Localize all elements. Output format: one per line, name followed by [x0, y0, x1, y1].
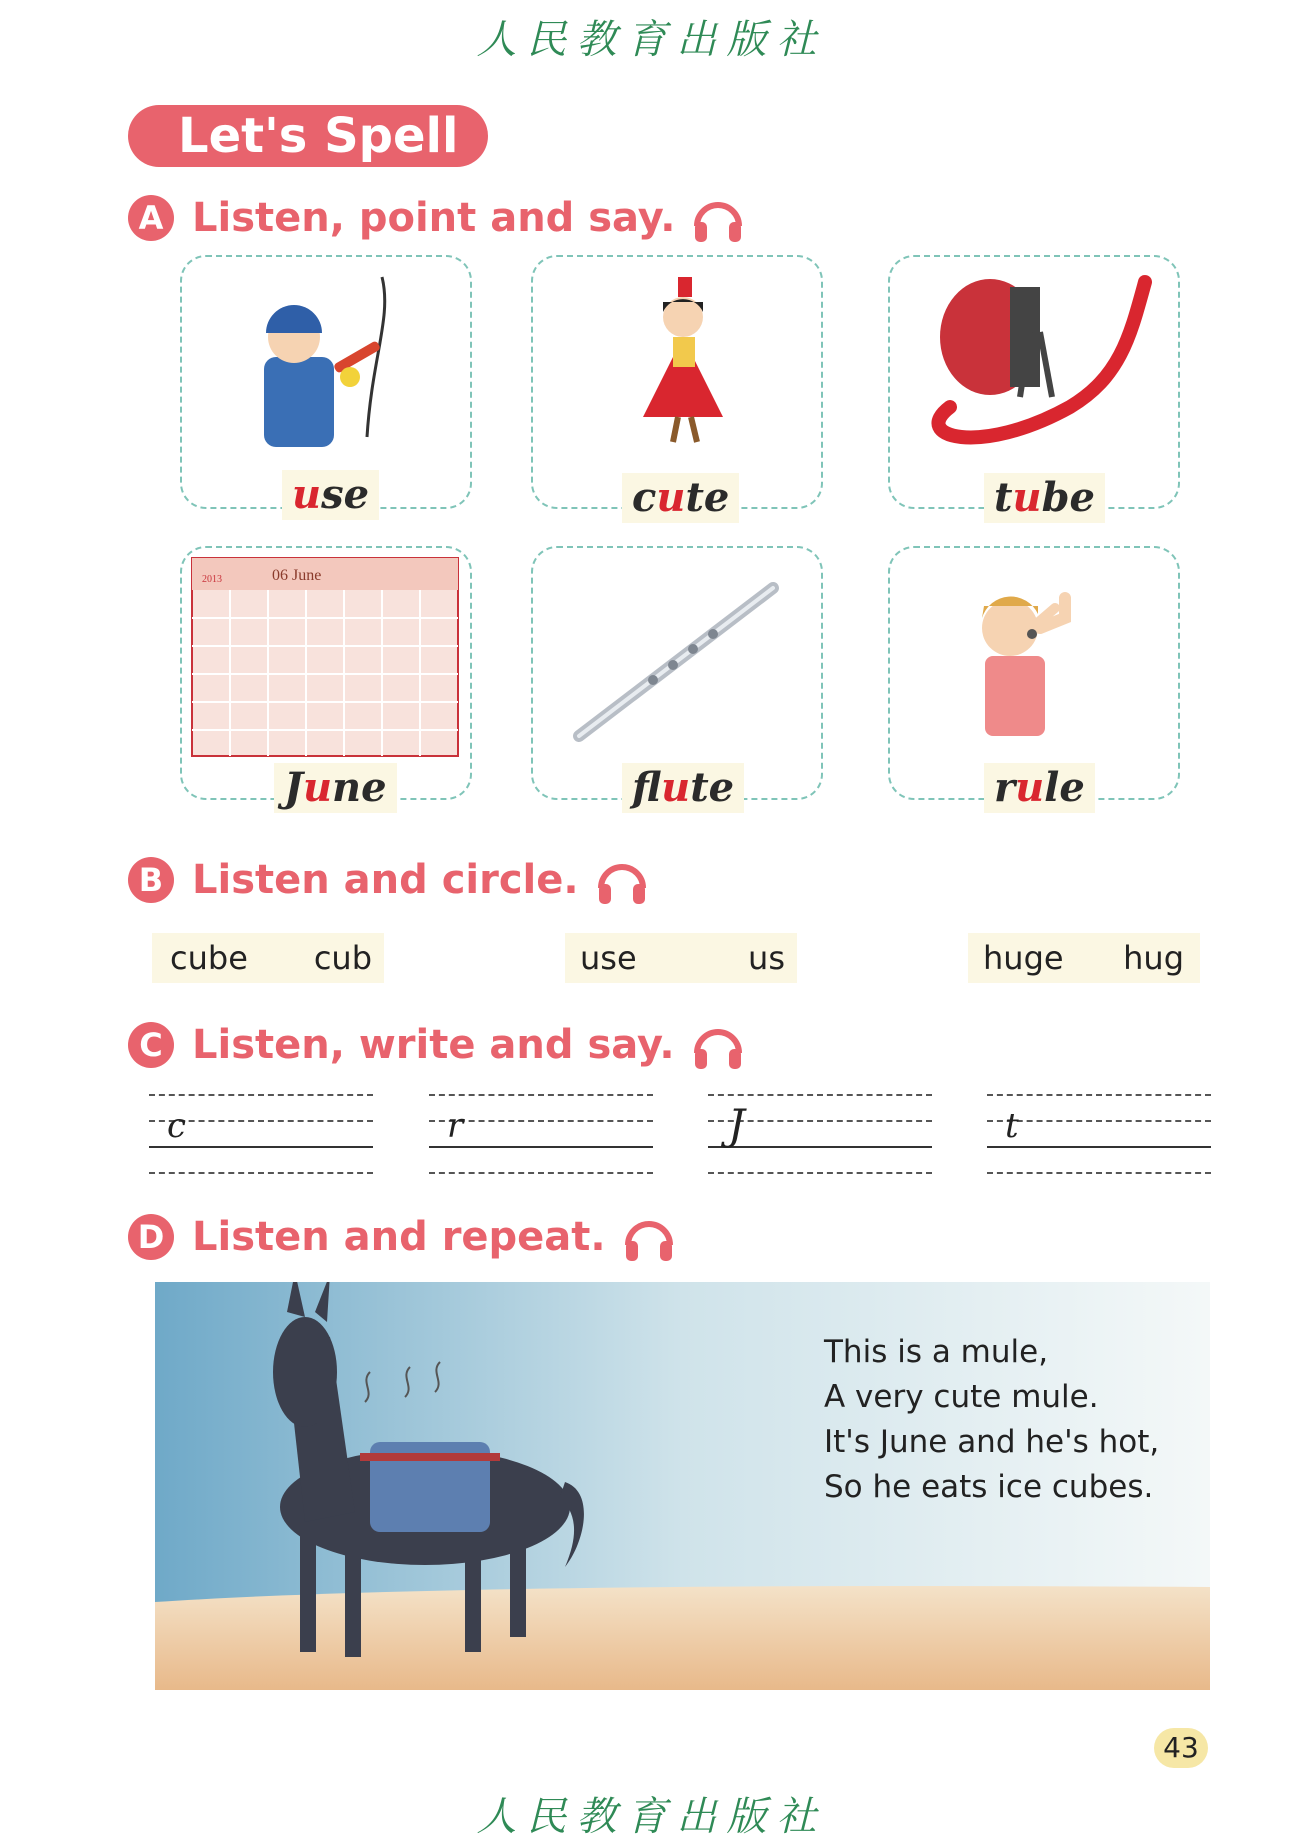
rhyme-line: It's June and he's hot,: [824, 1424, 1160, 1460]
section-b-header: [128, 855, 649, 905]
publisher-footer: 人民教育出版社: [476, 1794, 827, 1840]
word-pair-cube-cub: [152, 933, 384, 983]
headphones-icon[interactable]: [595, 854, 649, 906]
picture-card-rule: [888, 546, 1180, 800]
headphones-icon[interactable]: [691, 192, 745, 244]
word-rule: rule: [984, 763, 1095, 813]
headphones-icon[interactable]: [622, 1211, 676, 1263]
word-tube: tube: [984, 473, 1105, 523]
word-pair-use-us: [565, 933, 797, 983]
given-letter: r: [447, 1106, 464, 1146]
section-d-badge: D: [128, 1214, 174, 1260]
word-cute: cute: [622, 473, 739, 523]
worker-cutting-wire-illustration: [182, 257, 470, 457]
writing-lines[interactable]: [149, 1092, 373, 1176]
hose-reel-illustration: [890, 257, 1178, 457]
flute-illustration: [533, 548, 821, 758]
writing-lines[interactable]: [708, 1092, 932, 1176]
headphones-icon[interactable]: [691, 1019, 745, 1071]
choice-word[interactable]: cube: [170, 939, 248, 977]
section-b-badge: B: [128, 857, 174, 903]
section-a-badge: A: [128, 195, 174, 241]
word-use: use: [282, 470, 379, 520]
picture-card-tube: [888, 255, 1180, 509]
boy-whistling-illustration: [890, 548, 1178, 758]
section-d-header: [128, 1212, 676, 1262]
picture-card-cute: [531, 255, 823, 509]
section-d-instruction: Listen and repeat.: [192, 1214, 606, 1260]
given-letter: c: [167, 1106, 187, 1146]
choice-word[interactable]: us: [748, 939, 785, 977]
section-a-instruction: Listen, point and say.: [192, 195, 676, 241]
picture-card-june: [180, 546, 472, 800]
dancing-girl-illustration: [533, 257, 821, 457]
choice-word[interactable]: huge: [983, 939, 1064, 977]
given-letter: J: [728, 1100, 745, 1149]
choice-word[interactable]: cub: [313, 939, 372, 977]
choice-word[interactable]: hug: [1123, 939, 1184, 977]
section-c-header: [128, 1020, 745, 1070]
given-letter: t: [1005, 1106, 1019, 1146]
publisher-header: 人民教育出版社: [476, 17, 827, 63]
rhyme-line: So he eats ice cubes.: [824, 1469, 1154, 1505]
word-pair-huge-hug: [968, 933, 1200, 983]
writing-lines[interactable]: [987, 1092, 1211, 1176]
page-number: 43: [1154, 1728, 1208, 1768]
word-flute: flute: [622, 763, 744, 813]
rhyme-text: [824, 1330, 1159, 1510]
section-c-instruction: Listen, write and say.: [192, 1022, 675, 1068]
calendar-year: 2013: [202, 574, 222, 585]
rhyme-line: A very cute mule.: [824, 1379, 1099, 1415]
rhyme-line: This is a mule,: [824, 1334, 1049, 1370]
writing-lines[interactable]: [429, 1092, 653, 1176]
section-b-instruction: Listen and circle.: [192, 857, 579, 903]
section-a-header: [128, 193, 745, 243]
section-c-badge: C: [128, 1022, 174, 1068]
choice-word[interactable]: use: [580, 939, 637, 977]
calendar-month: 06 June: [272, 567, 322, 584]
picture-card-flute: [531, 546, 823, 800]
word-june: June: [274, 763, 397, 813]
calendar-illustration: [182, 548, 470, 758]
page-title: Let's Spell: [128, 105, 488, 167]
